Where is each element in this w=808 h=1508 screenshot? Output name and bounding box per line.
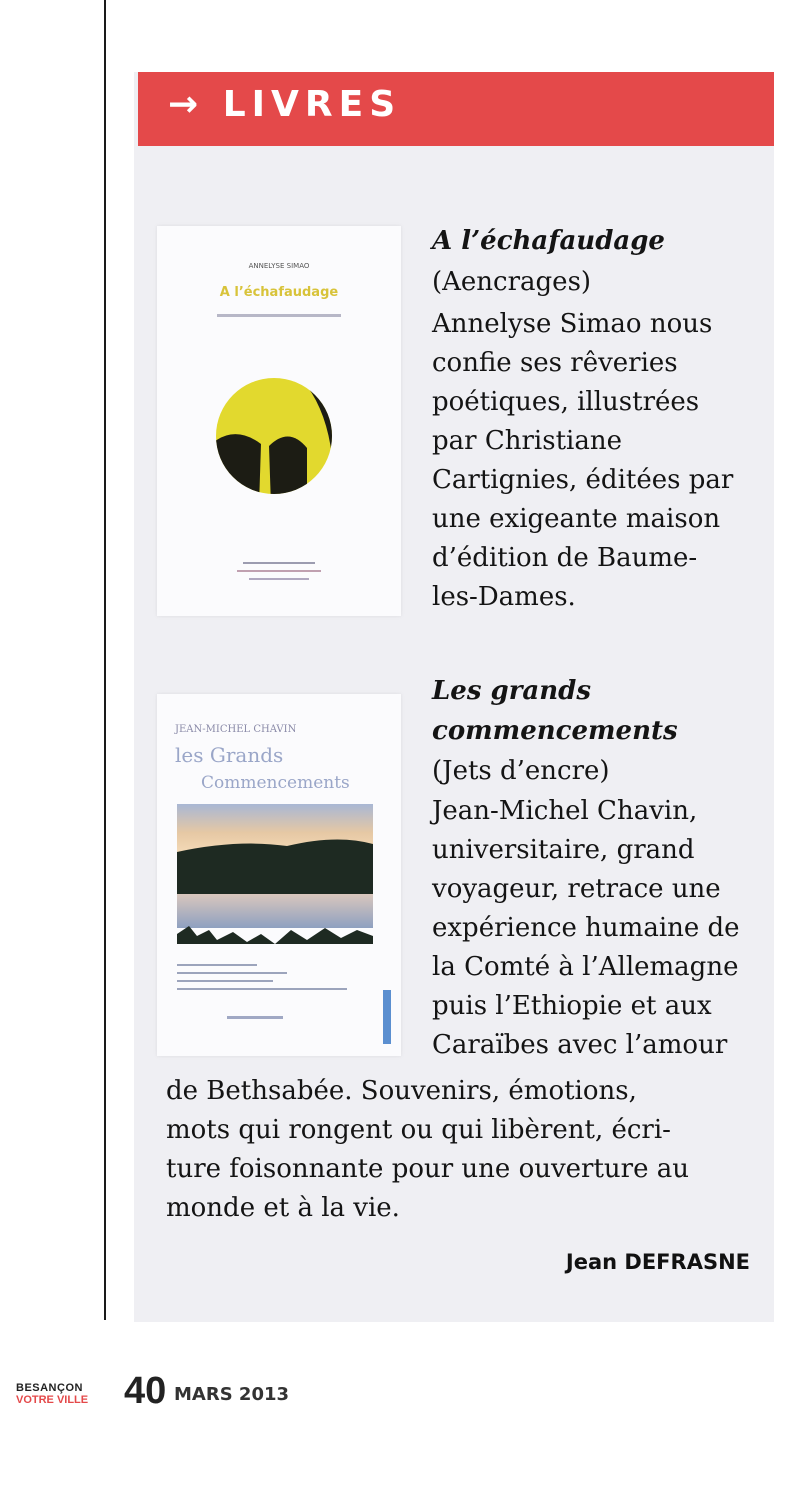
book2-title-line-1: Les grands bbox=[432, 676, 591, 706]
cover-art bbox=[157, 226, 401, 616]
book2-line: puis l’Ethiopie et aux bbox=[432, 991, 712, 1021]
book1-line: confie ses rêveries bbox=[432, 348, 678, 378]
book2-line-full: de Bethsabée. Souvenirs, émotions, bbox=[166, 1076, 637, 1106]
book2-line: Caraïbes avec l’amour bbox=[432, 1030, 728, 1060]
book1-line: Annelyse Simao nous bbox=[432, 309, 713, 339]
book2-line: universitaire, grand bbox=[432, 835, 695, 865]
book1-line: poétiques, illustrées bbox=[432, 387, 700, 417]
cover-title-1: les Grands bbox=[175, 743, 284, 767]
arrow-icon: → bbox=[168, 84, 205, 125]
cover-author: ANNELYSE SIMAO bbox=[248, 262, 310, 270]
book1-publisher: (Aencrages) bbox=[432, 267, 592, 297]
signature: Jean DEFRASNE bbox=[565, 1250, 750, 1274]
book2-line-full: ture foisonnante pour une ouverture au bbox=[166, 1154, 689, 1184]
book2-line-full: mots qui rongent ou qui libèrent, écri- bbox=[166, 1115, 671, 1145]
cover-art bbox=[157, 694, 401, 1056]
book2-line: voyageur, retrace une bbox=[432, 874, 721, 904]
book2-line: la Comté à l’Allemagne bbox=[432, 952, 739, 982]
book1-line: par Christiane bbox=[432, 426, 622, 456]
section-label: LIVRES bbox=[222, 84, 402, 125]
section-title bbox=[168, 84, 401, 125]
book1-title: A l’échafaudage bbox=[432, 226, 665, 256]
issue-date: MARS 2013 bbox=[174, 1384, 290, 1405]
book2-line: expérience humaine de bbox=[432, 913, 740, 943]
cover-author: JEAN-MICHEL CHAVIN bbox=[175, 724, 297, 735]
book2-publisher: (Jets d’encre) bbox=[432, 756, 610, 786]
book-cover-echafaudage bbox=[157, 226, 401, 616]
cover-title: A l’échafaudage bbox=[219, 285, 339, 300]
page-number: 40 bbox=[124, 1370, 167, 1412]
book2-line: Jean-Michel Chavin, bbox=[432, 796, 698, 826]
book2-title-line-2: commencements bbox=[432, 716, 678, 746]
logo-line-1: BESANÇON bbox=[16, 1382, 83, 1394]
book1-line: une exigeante maison bbox=[432, 504, 721, 534]
book-cover-grands-commencements bbox=[157, 694, 401, 1056]
book1-line: les-Dames. bbox=[432, 582, 576, 612]
book1-line: d’édition de Baume- bbox=[432, 543, 698, 573]
section-banner bbox=[138, 72, 774, 146]
column-rule bbox=[104, 0, 106, 1320]
book2-line-full: monde et à la vie. bbox=[166, 1193, 400, 1223]
publication-logo bbox=[16, 1382, 88, 1406]
logo-line-2: VOTRE VILLE bbox=[16, 1394, 89, 1406]
cover-title-2: Commencements bbox=[201, 773, 350, 793]
book1-line: Cartignies, éditées par bbox=[432, 465, 734, 495]
